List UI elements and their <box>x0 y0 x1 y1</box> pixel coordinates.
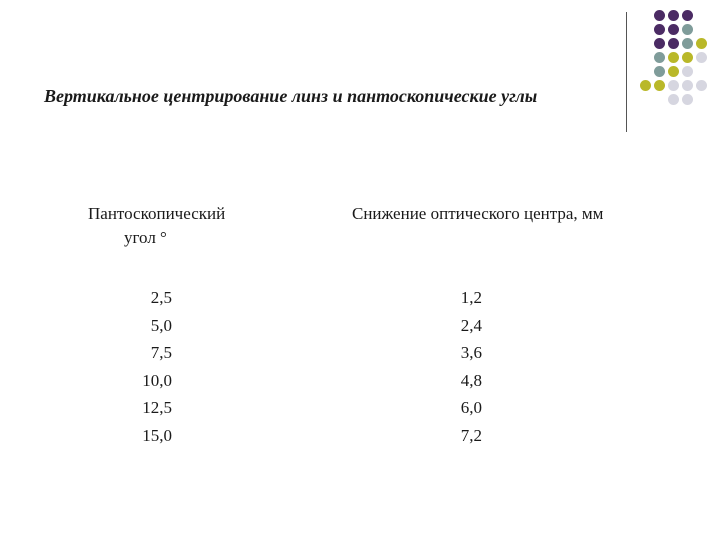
decorative-dot <box>682 80 693 91</box>
decorative-dot <box>654 52 665 63</box>
column-header-drop: Снижение оптического центра, мм <box>352 204 604 223</box>
decorative-dot <box>654 38 665 49</box>
decorative-dot <box>654 66 665 77</box>
drop-cell: 6,0 <box>460 398 482 417</box>
angle-cell: 2,5 <box>150 288 172 307</box>
decorative-dot <box>640 66 651 77</box>
angle-cell: 12,5 <box>142 398 172 417</box>
column-header-angle-line1: Пантоскопический <box>88 204 226 223</box>
drop-column <box>420 284 482 449</box>
decorative-dot <box>682 66 693 77</box>
decorative-dot <box>682 10 693 21</box>
drop-cell: 7,2 <box>460 425 482 445</box>
decorative-dot <box>682 94 693 105</box>
decorative-dot <box>696 66 707 77</box>
decorative-dot <box>668 10 679 21</box>
angle-cell: 5,0 <box>150 315 172 335</box>
decorative-dot <box>640 80 651 91</box>
decorative-dot <box>640 38 651 49</box>
decorative-dot <box>640 24 651 35</box>
angle-cell: 10,0 <box>142 370 172 390</box>
decorative-dot <box>696 52 707 63</box>
decorative-dot <box>668 80 679 91</box>
decorative-dot <box>696 10 707 21</box>
title-divider <box>626 12 627 132</box>
column-header-angle-line2: угол ° <box>124 228 167 247</box>
decorative-dot <box>654 24 665 35</box>
drop-cell: 2,4 <box>460 315 482 335</box>
drop-cell: 4,8 <box>460 370 482 390</box>
decorative-dot <box>696 38 707 49</box>
decorative-dot-grid <box>640 10 707 105</box>
drop-cell: 1,2 <box>460 288 482 307</box>
decorative-dot <box>696 94 707 105</box>
decorative-dot <box>668 52 679 63</box>
column-header-angle <box>88 202 225 250</box>
decorative-dot <box>668 94 679 105</box>
decorative-dot <box>682 38 693 49</box>
decorative-dot <box>654 94 665 105</box>
decorative-dot <box>696 24 707 35</box>
angle-cell: 7,5 <box>150 343 172 362</box>
decorative-dot <box>668 38 679 49</box>
decorative-dot <box>654 10 665 21</box>
angle-column <box>100 284 172 449</box>
drop-cell: 3,6 <box>460 343 482 362</box>
decorative-dot <box>668 66 679 77</box>
slide-title: Вертикальное центрирование линз и пантоскопические углы <box>44 86 538 106</box>
decorative-dot <box>682 52 693 63</box>
decorative-dot <box>682 24 693 35</box>
angle-cell: 15,0 <box>142 425 172 445</box>
decorative-dot <box>668 24 679 35</box>
decorative-dot <box>696 80 707 91</box>
decorative-dot <box>640 94 651 105</box>
decorative-dot <box>640 52 651 63</box>
decorative-dot <box>654 80 665 91</box>
decorative-dot <box>640 10 651 21</box>
